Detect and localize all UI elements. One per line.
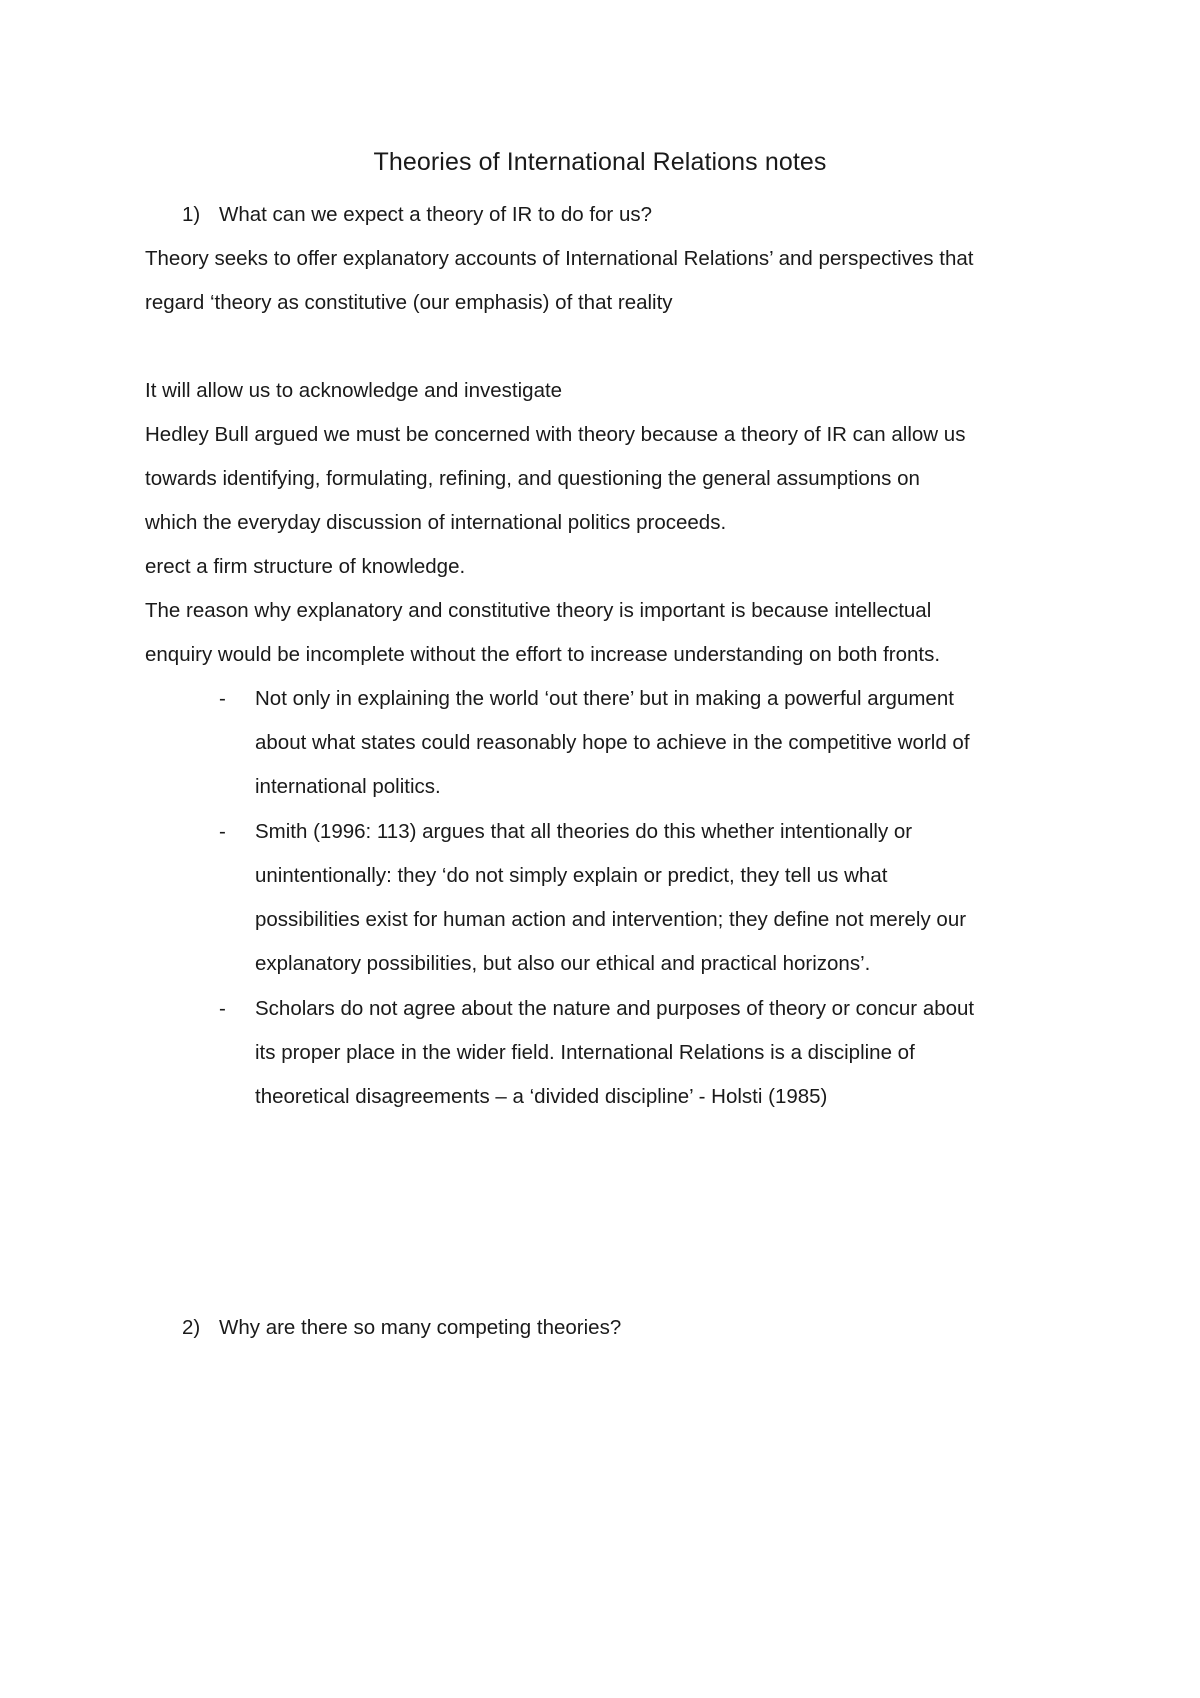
paragraph-line: which the everyday discussion of international politics proceeds. [145, 511, 727, 534]
section-heading: What can we expect a theory of IR to do for us? [219, 203, 653, 226]
page-title: Theories of International Relations notes [373, 148, 827, 176]
bullet-line: international politics. [255, 775, 441, 798]
bullet-line: possibilities exist for human action and intervention; they define not merely our [255, 908, 967, 931]
bullet-marker: - [219, 820, 226, 843]
paragraph-line: It will allow us to acknowledge and investigate [145, 379, 563, 402]
bullet-line: Smith (1996: 113) argues that all theories do this whether intentionally or [255, 820, 913, 843]
section-number: 1) [182, 203, 201, 226]
bullet-line: explanatory possibilities, but also our ethical and practical horizons’. [255, 952, 871, 975]
paragraph-line: Theory seeks to offer explanatory accounts of International Relations’ and perspectives that [145, 247, 974, 270]
bullet-line: about what states could reasonably hope to achieve in the competitive world of [255, 731, 970, 754]
bullet-marker: - [219, 687, 226, 710]
paragraph-line: Hedley Bull argued we must be concerned with theory because a theory of IR can allow us [145, 423, 966, 446]
bullet-line: unintentionally: they ‘do not simply explain or predict, they tell us what [255, 864, 888, 887]
bullet-marker: - [219, 997, 226, 1020]
bullet-line: Not only in explaining the world ‘out there’ but in making a powerful argument [255, 687, 954, 710]
bullet-line: theoretical disagreements – a ‘divided discipline’ - Holsti (1985) [255, 1085, 828, 1108]
paragraph-line: regard ‘theory as constitutive (our emphasis) of that reality [145, 291, 673, 314]
section-heading: Why are there so many competing theories? [219, 1316, 622, 1339]
paragraph-line: erect a firm structure of knowledge. [145, 555, 466, 578]
paragraph-line: towards identifying, formulating, refining, and questioning the general assumptions on [145, 467, 920, 490]
bullet-line: its proper place in the wider field. International Relations is a discipline of [255, 1041, 915, 1064]
bullet-line: Scholars do not agree about the nature and purposes of theory or concur about [255, 997, 975, 1020]
paragraph-line: enquiry would be incomplete without the effort to increase understanding on both fronts. [145, 643, 941, 666]
paragraph-line: The reason why explanatory and constitutive theory is important is because intellectual [145, 599, 932, 622]
section-number: 2) [182, 1316, 201, 1339]
